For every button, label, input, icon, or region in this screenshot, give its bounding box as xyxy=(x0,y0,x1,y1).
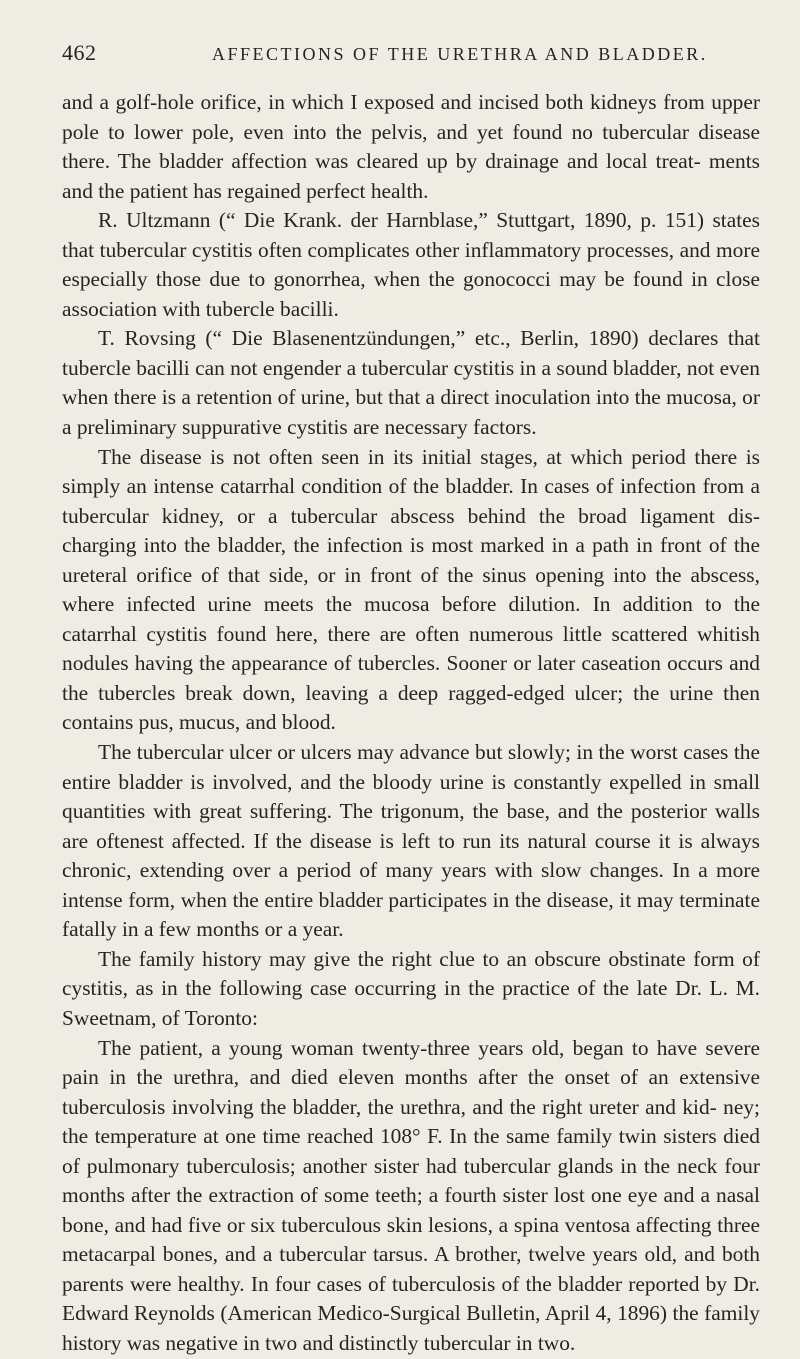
body-text xyxy=(62,88,760,1359)
paragraph-case-report: The patient, a young woman twenty-three years old, began to have severe pain in the urethra, and died eleven months after the onset of an extensive tuberculosis involving the bladder, the urethra, and the right ureter and kid- ney; the temperature at one time reached 108° F. In the same family twin sisters died of pulmonary tuberculosis; another sister had tubercular glands in the neck four months after the extraction of some teeth; a fourth sister lost one eye and a nasal bone, and had five or six tuberculous skin lesions, a spina ventosa affecting three metacarpal bones, and a tubercular tarsus. A brother, twelve years old, and both parents were healthy. In four cases of tuberculosis of the bladder reported by Dr. Edward Reynolds (American Medico-Surgical Bulletin, April 4, 1896) the family history was negative in two and distinctly tubercular in two. xyxy=(62,1035,760,1355)
page-header xyxy=(62,40,760,74)
paragraph-ultzmann: R. Ultzmann (“ Die Krank. der Harnblase,” Stuttgart, 1890, p. 151) states that tubercular cystitis often complicates other inflammatory processes, and more especially those due to gonorrhea, when the gonococci may be found in close association with tubercle bacilli. xyxy=(62,208,760,321)
paragraph-ulcer-progression: The tubercular ulcer or ulcers may advance but slowly; in the worst cases the entire bladder is involved, and the bloody urine is constantly expelled in small quantities with great suffering. The trigonum, the base, and the posterior walls are oftenest affected. If the disease is left to run its natural course it is always chronic, extending over a period of many years with slow changes. In a more intense form, when the entire bladder participates in the disease, it may terminate fatally in a few months or a year. xyxy=(62,740,760,942)
paragraph-rovsing: T. Rovsing (“ Die Blasenentzündungen,” etc., Berlin, 1890) declares that tubercle bacilli can not engender a tubercular cystitis in a sound bladder, not even when there is a retention of urine, but that a direct inoculation into the mucosa, or a preliminary suppurative cystitis are necessary factors. xyxy=(62,326,760,440)
running-head: AFFECTIONS OF THE URETHRA AND BLADDER. xyxy=(212,44,708,64)
paragraph-initial-stages: The disease is not often seen in its initial stages, at which period there is simply an intense catarrhal condition of the bladder. In cases of infection from a tubercular kidney, or a tubercular abscess behind the broad ligament dis- charging into the bladder, the infection is most marked in a path in front of the ureteral orifice of that side, or in front of the sinus opening into the abscess, where infected urine meets the mucosa before dilution. In addition to the catarrhal cystitis found here, there are often numerous little scattered whitish nodules having the appearance of tubercles. Sooner or later caseation occurs and the tubercles break down, leaving a deep ragged-edged ulcer; the urine then contains pus, mucus, and blood. xyxy=(62,444,760,735)
paragraph-continuation: and a golf-hole orifice, in which I exposed and incised both kidneys from upper pole to lower pole, even into the pelvis, and yet found no tubercular disease there. The bladder affection was cleared up by drainage and local treat- ments and the patient has regained perfect health. xyxy=(62,90,760,203)
page-number: 462 xyxy=(62,40,97,65)
paragraph-family-history: The family history may give the right clue to an obscure obstinate form of cystitis, as in the following case occurring in the practice of the late Dr. L. M. Sweetnam, of Toronto: xyxy=(62,946,760,1030)
